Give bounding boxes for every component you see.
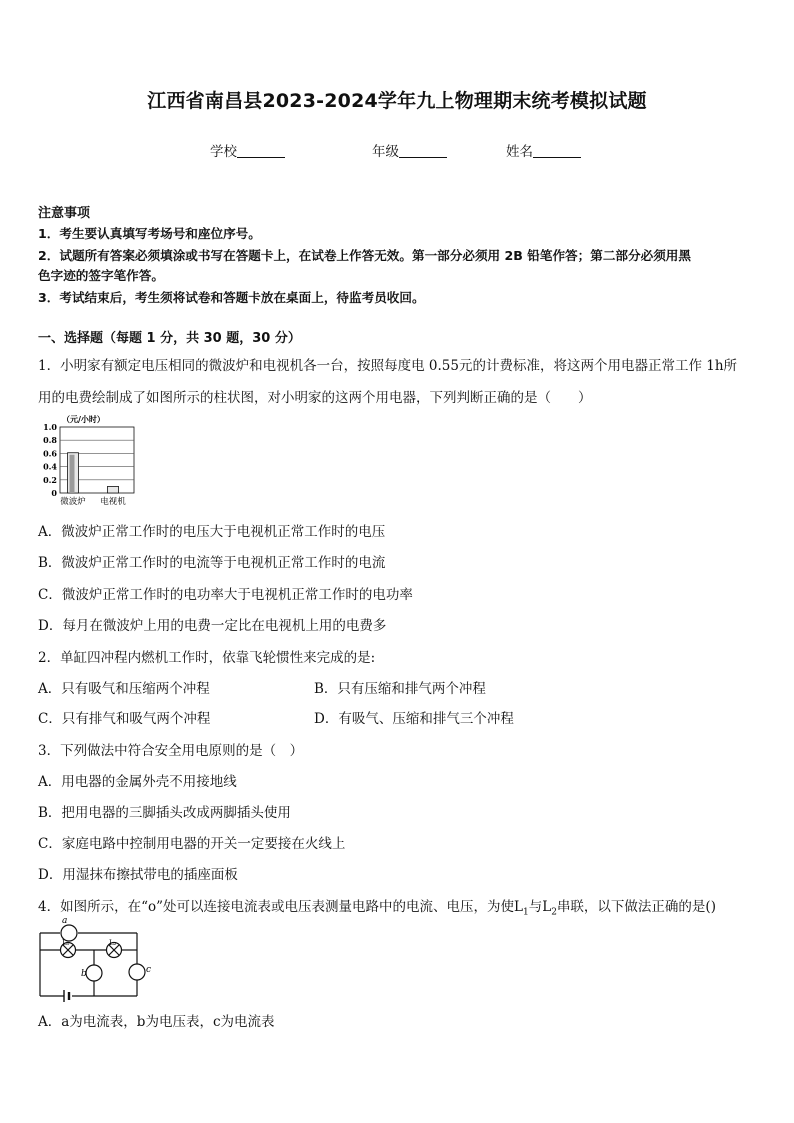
school-field [210, 140, 285, 160]
q4-option-a: A．a为电流表，b为电压表，c为电流表 [38, 1014, 275, 1030]
bar-1 [108, 486, 119, 493]
y-tick-label: 0.2 [43, 474, 57, 485]
q4-l1-sub: 1 [523, 907, 529, 918]
y-tick-label: 0.6 [43, 448, 57, 459]
q1-bar-chart [36, 410, 146, 510]
section-heading: 一、选择题（每题 1 分，共 30 题，30 分） [38, 331, 301, 346]
page-title: 江西省南昌县2023-2024学年九上物理期末统考模拟试题 [147, 90, 647, 112]
q3-option-c: C．家庭电路中控制用电器的开关一定要接在火线上 [38, 836, 346, 852]
q1-option-a: A．微波炉正常工作时的电压大于电视机正常工作时的电压 [38, 524, 386, 540]
q1-stem-line2: 用的电费绘制成了如图所示的柱状图，对小明家的这两个用电器，下列判断正确的是（ ） [38, 390, 592, 406]
meter-c-label: c [146, 965, 152, 975]
school-label: 学校 [210, 144, 237, 160]
note-item: 2．试题所有答案必须填涂或书写在答题卡上，在试卷上作答无效。第一部分必须用 2B 铅笔作答；第二部分必须用黑 [38, 248, 691, 263]
q3-stem: 3．下列做法中符合安全用电原则的是（ ） [38, 743, 304, 759]
meter-c-circle [129, 964, 145, 980]
q4-l2-sub: 2 [551, 907, 557, 918]
name-blank [533, 144, 581, 158]
x-category-label: 微波炉 [60, 497, 86, 507]
grade-field [372, 140, 447, 160]
grade-label: 年级 [372, 144, 399, 160]
q4-circuit-diagram [36, 914, 156, 1002]
meter-b-label: b [81, 969, 87, 979]
bar-0-shade [70, 455, 75, 493]
chart-title: （元/小时） [62, 414, 105, 424]
q1-option-c: C．微波炉正常工作时的电功率大于电视机正常工作时的电功率 [38, 587, 413, 603]
q4-l2: L [542, 899, 552, 915]
y-tick-label: 0.4 [43, 461, 57, 472]
school-blank [237, 144, 285, 158]
meter-a-label: a [62, 916, 68, 926]
q3-option-d: D．用湿抹布擦拭带电的插座面板 [38, 867, 238, 883]
q2-stem: 2．单缸四冲程内燃机工作时，依靠飞轮惯性来完成的是: [38, 650, 376, 666]
q4-l1: L [514, 899, 523, 915]
name-field [506, 140, 581, 160]
y-tick-label: 1.0 [43, 422, 57, 432]
note-item: 1．考生要认真填写考场号和座位序号。 [38, 226, 261, 241]
note-item: 色字迹的签字笔作答。 [38, 268, 164, 283]
q2-option-a: A．只有吸气和压缩两个冲程 [38, 681, 210, 697]
q1-stem-line1: 1．小明家有额定电压相同的微波炉和电视机各一台，按照每度电 0.55元的计费标准，将这两个用电器正常工作 1h所 [38, 358, 738, 374]
grade-blank [399, 144, 447, 158]
q4-mid: 与 [528, 899, 543, 915]
y-tick-label: 0 [51, 488, 57, 498]
q3-option-b: B．把用电器的三脚插头改成两脚插头使用 [38, 805, 291, 821]
q1-option-b: B．微波炉正常工作时的电流等于电视机正常工作时的电流 [38, 555, 386, 571]
note-item: 3．考试结束后，考生须将试卷和答题卡放在桌面上，待监考员收回。 [38, 290, 425, 305]
q2-option-b: B．只有压缩和排气两个冲程 [314, 681, 486, 697]
q3-option-a: A．用电器的金属外壳不用接地线 [38, 774, 237, 790]
y-tick-label: 0.8 [43, 435, 57, 446]
x-category-label: 电视机 [100, 497, 126, 507]
name-label: 姓名 [506, 144, 533, 160]
q4-stem-text: 4．如图所示，在“o”处可以连接电流表或电压表测量电路中的电流、电压，为使 [38, 899, 515, 915]
q2-option-c: C．只有排气和吸气两个冲程 [38, 711, 211, 727]
q4-stem-end: 串联，以下做法正确的是() [556, 899, 716, 915]
q1-option-d: D．每月在微波炉上用的电费一定比在电视机上用的电费多 [38, 618, 387, 634]
meter-b-circle [86, 965, 102, 981]
q2-option-d: D．有吸气、压缩和排气三个冲程 [314, 711, 514, 727]
lamp1-label: L₁ [62, 939, 70, 947]
lamp2-label: L₂ [109, 939, 117, 947]
notes-heading: 注意事项 [38, 206, 91, 221]
